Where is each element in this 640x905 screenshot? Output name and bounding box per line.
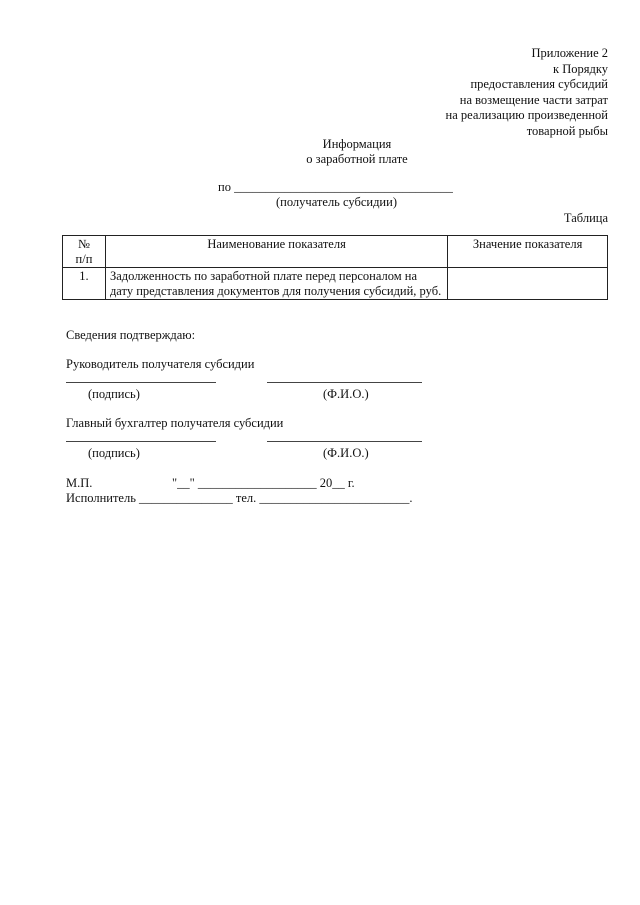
- row-number: 1.: [63, 268, 106, 300]
- table-label: Таблица: [563, 211, 608, 225]
- indicator-table: [62, 235, 608, 300]
- confirmation-text: Сведения подтверждаю:: [66, 328, 196, 342]
- header-indicator-value: Значение показателя: [448, 236, 608, 268]
- row-indicator-name: Задолженность по заработной плате перед персоналом на дату представления документов для получения субсидий, руб.: [105, 268, 447, 300]
- head-sign-caption: (подпись): [88, 387, 140, 401]
- annex-line: товарной рыбы: [526, 123, 608, 138]
- annex-line: к Порядку: [553, 61, 608, 76]
- table-row: [63, 268, 608, 300]
- accountant-sign-caption: (подпись): [88, 446, 140, 460]
- document-subtitle: о заработной плате: [306, 152, 408, 166]
- document-title: Информация: [322, 137, 392, 151]
- head-fio-caption: (Ф.И.О.): [323, 387, 369, 401]
- recipient-caption: (получатель субсидии): [276, 195, 397, 209]
- header-number: № п/п: [63, 236, 106, 268]
- head-signature-line[interactable]: [66, 382, 216, 383]
- stamp-place: М.П.: [66, 476, 93, 490]
- executor-line[interactable]: Исполнитель _______________ тел. ________________________.: [66, 491, 413, 505]
- annex-line: Приложение 2: [531, 46, 608, 60]
- annex-header: [446, 46, 608, 140]
- date-field[interactable]: "__" ___________________ 20__ г.: [172, 476, 355, 490]
- accountant-fio-line[interactable]: [267, 441, 422, 442]
- annex-line: на реализацию произведенной: [445, 108, 608, 123]
- annex-line: предоставления субсидий: [470, 77, 608, 92]
- recipient-line: [218, 180, 453, 195]
- head-fio-line[interactable]: [267, 382, 422, 383]
- accountant-title: Главный бухгалтер получателя субсидии: [66, 416, 284, 430]
- table-header-row: [63, 236, 608, 268]
- head-title: Руководитель получателя субсидии: [66, 357, 255, 371]
- row-indicator-value[interactable]: [448, 268, 608, 300]
- accountant-signature-line[interactable]: [66, 441, 216, 442]
- accountant-fio-caption: (Ф.И.О.): [323, 446, 369, 460]
- header-indicator-name: Наименование показателя: [105, 236, 447, 268]
- annex-line: на возмещение части затрат: [459, 92, 608, 107]
- recipient-prefix: по: [218, 180, 231, 194]
- recipient-blank[interactable]: ___________________________________: [234, 180, 453, 194]
